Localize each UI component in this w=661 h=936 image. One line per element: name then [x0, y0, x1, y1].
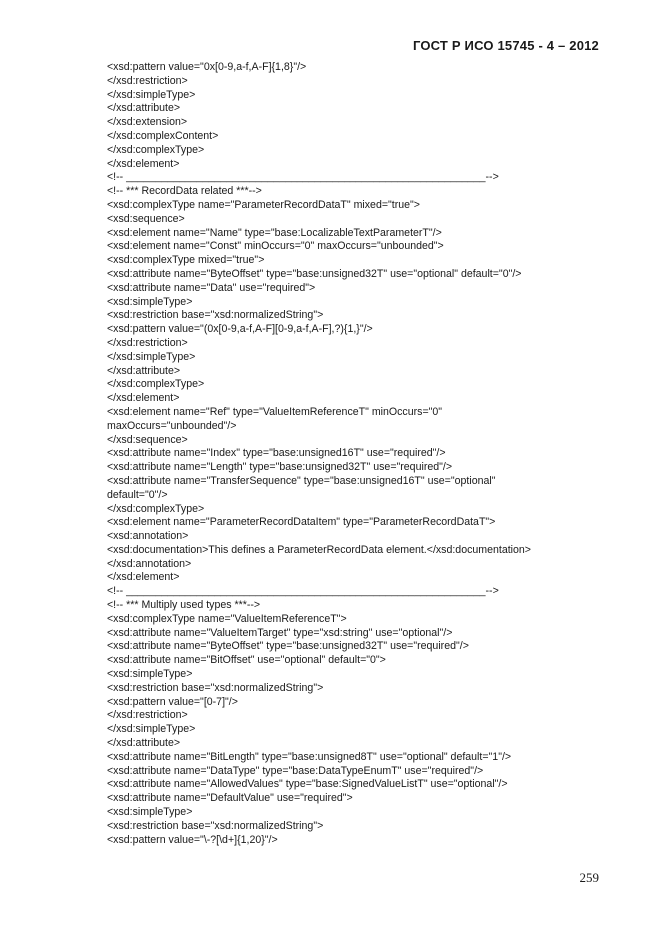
code-line: </xsd:complexType> — [107, 143, 205, 156]
code-line: <xsd:pattern value="(0x[0-9,a-f,A-F][0-9,a-f,A-F],?){1,}"/> — [107, 323, 373, 336]
code-line: default="0"/> — [107, 488, 168, 501]
code-line: <xsd:attribute name="ByteOffset" type="base:unsigned32T" use="required"/> — [107, 640, 469, 653]
code-line: </xsd:element> — [107, 157, 180, 170]
code-line: <xsd:complexType name="ParameterRecordDataT" mixed="true"> — [107, 198, 420, 211]
code-line: <xsd:attribute name="TransferSequence" type="base:unsigned16T" use="optional" — [107, 474, 496, 487]
code-line: </xsd:element> — [107, 571, 180, 584]
code-line: <xsd:element name="ParameterRecordDataItem" type="ParameterRecordDataT"> — [107, 516, 496, 529]
code-line: <xsd:restriction base="xsd:normalizedString"> — [107, 309, 324, 322]
code-line: <xsd:attribute name="BitOffset" use="optional" default="0"> — [107, 654, 386, 667]
code-line: <xsd:pattern value="0x[0-9,a-f,A-F]{1,8}"/> — [107, 61, 307, 73]
code-line: </xsd:restriction> — [107, 336, 188, 349]
code-line: <xsd:simpleType> — [107, 668, 193, 681]
code-line: </xsd:simpleType> — [107, 723, 196, 736]
code-line: <xsd:documentation>This defines a ParameterRecordData element.</xsd:documentation> — [107, 543, 531, 556]
code-line: <xsd:attribute name="Data" use="required"> — [107, 281, 316, 294]
code-line: <xsd:restriction base="xsd:normalizedString"> — [107, 681, 324, 694]
code-line: <xsd:attribute name="ByteOffset" type="base:unsigned32T" use="optional" default="0"/> — [107, 267, 522, 280]
code-line: <xsd:attribute name="BitLength" type="base:unsigned8T" use="optional" default="1"/> — [107, 750, 512, 763]
code-line: </xsd:simpleType> — [107, 350, 196, 363]
code-line: <xsd:element name="Const" minOccurs="0" maxOccurs="unbounded"> — [107, 240, 444, 253]
code-line: </xsd:sequence> — [107, 433, 188, 446]
code-line: <xsd:attribute name="Length" type="base:unsigned32T" use="required"/> — [107, 461, 453, 474]
code-line: <xsd:simpleType> — [107, 295, 193, 308]
code-line: <xsd:pattern value="\-?[\d+]{1,20}"/> — [107, 833, 278, 846]
code-line: </xsd:attribute> — [107, 364, 181, 377]
code-line: <xsd:complexType name="ValueItemReferenceT"> — [107, 612, 347, 625]
code-line: <!-- _____________________________________________________________--> — [107, 171, 499, 184]
code-line: </xsd:restriction> — [107, 74, 188, 87]
xsd-code-listing — [107, 61, 607, 847]
code-line: </xsd:complexContent> — [107, 129, 219, 142]
code-line: </xsd:attribute> — [107, 737, 181, 750]
code-line: <xsd:element name="Ref" type="ValueItemReferenceT" minOccurs="0" — [107, 405, 443, 418]
code-line: <xsd:attribute name="AllowedValues" type="base:SignedValueListT" use="optional"/> — [107, 778, 508, 791]
code-line: <!-- *** RecordData related ***--> — [107, 185, 262, 198]
code-line: </xsd:annotation> — [107, 557, 192, 570]
code-line: <xsd:attribute name="Index" type="base:unsigned16T" use="required"/> — [107, 447, 446, 460]
code-line: <xsd:pattern value="[0-7]"/> — [107, 695, 238, 708]
code-line: </xsd:element> — [107, 392, 180, 405]
code-line: </xsd:attribute> — [107, 102, 181, 115]
code-line: </xsd:complexType> — [107, 502, 205, 515]
code-line: <xsd:complexType mixed="true"> — [107, 254, 265, 267]
code-line: </xsd:extension> — [107, 116, 188, 129]
code-line: </xsd:restriction> — [107, 709, 188, 722]
code-line: <xsd:attribute name="DataType" type="base:DataTypeEnumT" use="required"/> — [107, 764, 484, 777]
code-line: <xsd:simpleType> — [107, 806, 193, 819]
code-line: <xsd:attribute name="ValueItemTarget" type="xsd:string" use="optional"/> — [107, 626, 453, 639]
code-line: maxOccurs="unbounded"/> — [107, 419, 237, 432]
code-line: </xsd:simpleType> — [107, 88, 196, 101]
code-line: <xsd:attribute name="DefaultValue" use="required"> — [107, 792, 353, 805]
code-line: <xsd:element name="Name" type="base:LocalizableTextParameterT"/> — [107, 226, 442, 239]
code-line: <xsd:sequence> — [107, 212, 185, 225]
document-header-title: ГОСТ Р ИСО 15745 - 4 – 2012 — [412, 38, 599, 53]
code-line: </xsd:complexType> — [107, 378, 205, 391]
code-line: <!-- _____________________________________________________________--> — [107, 585, 499, 598]
page-number: 259 — [579, 870, 599, 885]
code-line: <xsd:annotation> — [107, 530, 189, 543]
code-line: <!-- *** Multiply used types ***--> — [107, 599, 261, 612]
code-line: <xsd:restriction base="xsd:normalizedString"> — [107, 819, 324, 832]
